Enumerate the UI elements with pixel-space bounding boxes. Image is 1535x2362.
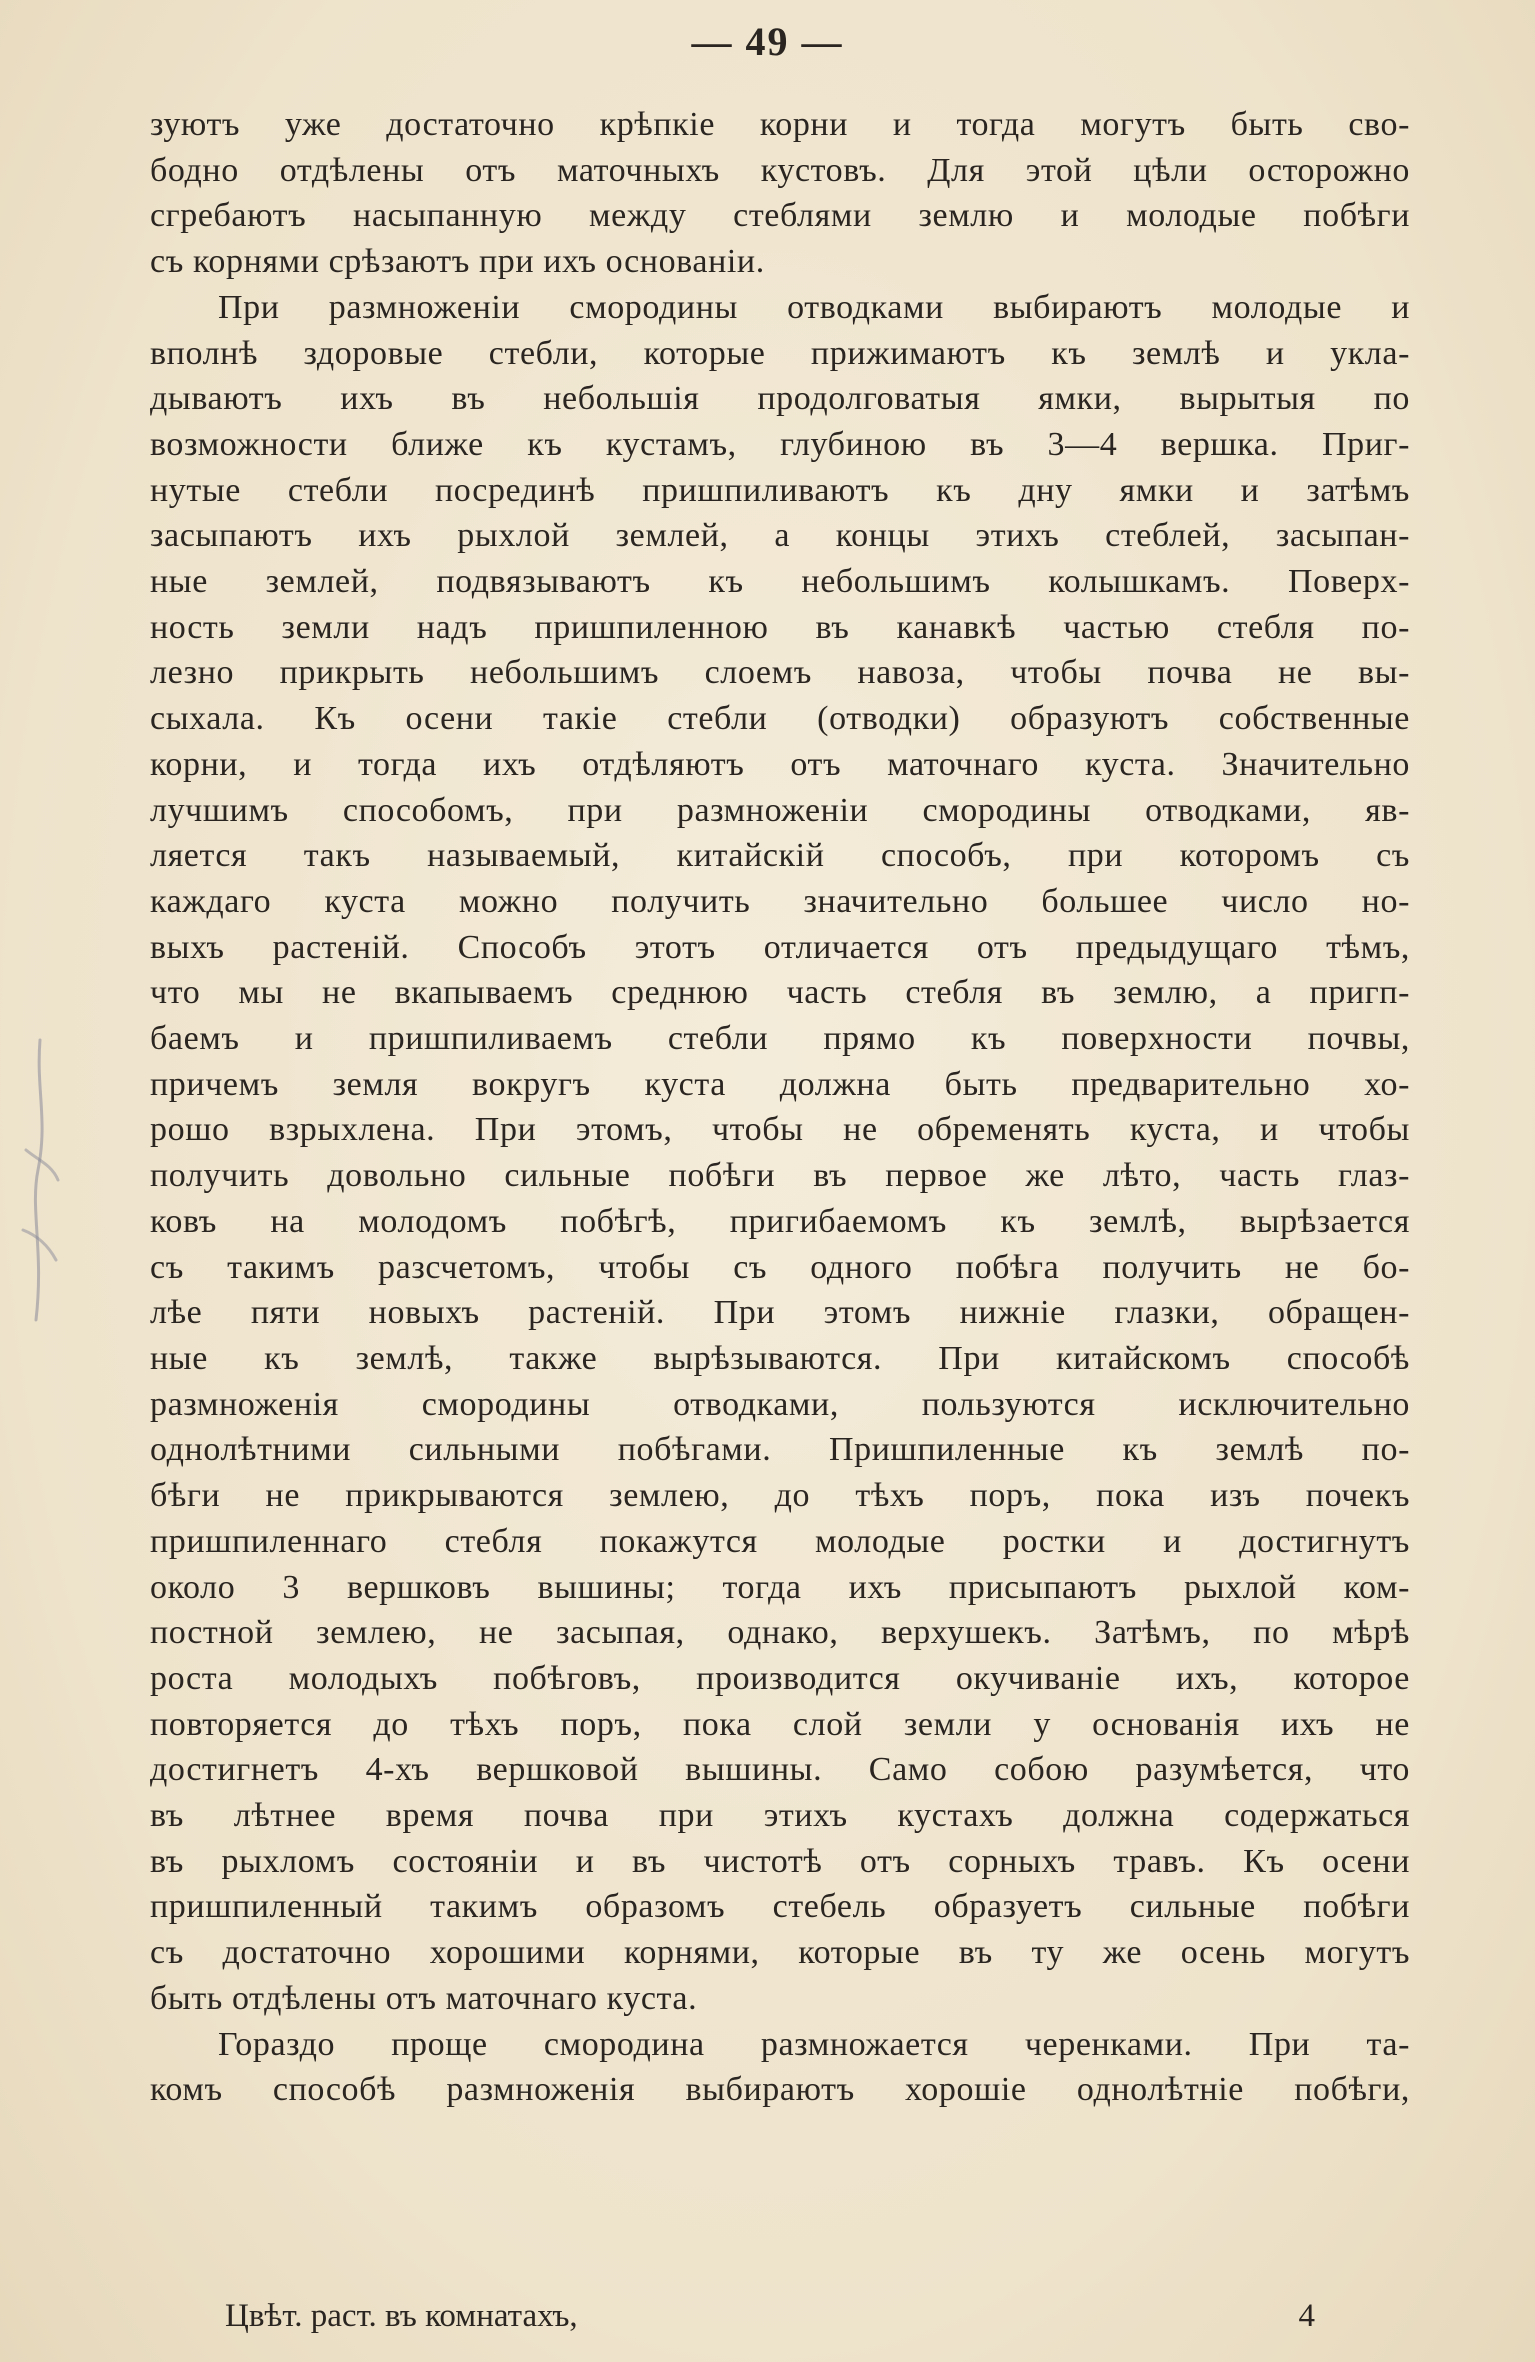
text-line: однолѣтними сильными побѣгами. Пришпиленные къ землѣ по- xyxy=(150,1431,1410,1469)
text-line: роста молодыхъ побѣговъ, производится окучиваніе ихъ, которое xyxy=(150,1659,1410,1697)
text-line: комъ способѣ размноженія выбираютъ хорошіе однолѣтніе побѣги, xyxy=(150,2071,1410,2109)
text-line: возможности ближе къ кустамъ, глубиною въ 3—4 вершка. Приг- xyxy=(150,425,1410,463)
text-line: достигнетъ 4-хъ вершковой вышины. Само собою разумѣется, что xyxy=(150,1751,1410,1789)
text-line: бѣги не прикрываются землею, до тѣхъ поръ, пока изъ почекъ xyxy=(150,1477,1410,1515)
text-line: съ корнями срѣзаютъ при ихъ основаніи. xyxy=(150,243,765,281)
text-line: пришпиленнаго стебля покажутся молодые ростки и достигнутъ xyxy=(150,1522,1410,1560)
text-line: ные къ землѣ, также вырѣзываются. При китайскомъ способѣ xyxy=(150,1339,1410,1377)
text-line: съ такимъ разсчетомъ, чтобы съ одного побѣга получить не бо- xyxy=(150,1248,1410,1286)
page-number: — 49 — xyxy=(691,19,844,64)
handwritten-margin-mark xyxy=(8,1030,68,1330)
text-line: засыпаютъ ихъ рыхлой землей, а концы этихъ стеблей, засыпан- xyxy=(150,517,1410,555)
text-line: съ достаточно хорошими корнями, которые въ ту же осень могутъ xyxy=(150,1934,1410,1972)
text-line: ляется такъ называемый, китайскій способъ, при которомъ съ xyxy=(150,837,1410,875)
text-line: рошо взрыхлена. При этомъ, чтобы не обременять куста, и чтобы xyxy=(150,1111,1410,1149)
text-line: лучшимъ способомъ, при размноженіи смородины отводками, яв- xyxy=(150,791,1410,829)
text-line: дываютъ ихъ въ небольшія продолговатыя ямки, вырытыя по xyxy=(150,380,1410,418)
text-line: размноженія смородины отводками, пользуются исключительно xyxy=(150,1385,1410,1423)
text-line: ные землей, подвязываютъ къ небольшимъ колышкамъ. Поверх- xyxy=(150,563,1410,601)
footer-sheet-number: 4 xyxy=(1298,2298,1315,2334)
text-line: причемъ земля вокругъ куста должна быть предварительно хо- xyxy=(150,1065,1410,1103)
text-line: нутые стебли посрединѣ пришпиливаютъ къ дну ямки и затѣмъ xyxy=(150,471,1410,509)
text-line: зуютъ уже достаточно крѣпкіе корни и тогда могутъ быть сво- xyxy=(150,106,1410,143)
text-line: При размноженіи смородины отводками выбираютъ молодые и xyxy=(218,288,1410,326)
text-line: повторяется до тѣхъ поръ, пока слой земли у основанія ихъ не xyxy=(150,1705,1410,1743)
text-line: баемъ и пришпиливаемъ стебли прямо къ поверхности почвы, xyxy=(150,1020,1410,1058)
text-line: каждаго куста можно получить значительно большее число но- xyxy=(150,882,1410,920)
text-line: въ лѣтнее время почва при этихъ кустахъ должна содержаться xyxy=(150,1797,1410,1835)
text-line: лѣе пяти новыхъ растеній. При этомъ нижніе глазки, обращен- xyxy=(150,1294,1410,1332)
text-line: пришпиленный такимъ образомъ стебель образуетъ сильные побѣги xyxy=(150,1888,1410,1926)
text-line: сгребаютъ насыпанную между стеблями землю и молодые побѣги xyxy=(150,197,1410,235)
text-line: ность земли надъ пришпиленною въ канавкѣ частью стебля по- xyxy=(150,608,1410,646)
text-line: получить довольно сильные побѣги въ первое же лѣто, часть глаз- xyxy=(150,1157,1410,1195)
text-line: лезно прикрыть небольшимъ слоемъ навоза, чтобы почва не вы- xyxy=(150,654,1410,692)
text-line: быть отдѣлены отъ маточнаго куста. xyxy=(150,1979,698,2017)
footer-signature: Цвѣт. раст. въ комнатахъ, xyxy=(225,2298,578,2334)
text-line: что мы не вкапываемъ среднюю часть стебля въ землю, а пригп- xyxy=(150,974,1410,1012)
text-line: бодно отдѣлены отъ маточныхъ кустовъ. Для этой цѣли осторожно xyxy=(150,151,1410,189)
body-text xyxy=(150,102,1410,2113)
text-line: вполнѣ здоровые стебли, которые прижимаютъ къ землѣ и укла- xyxy=(150,334,1410,372)
text-line: корни, и тогда ихъ отдѣляютъ отъ маточнаго куста. Значительно xyxy=(150,745,1410,783)
text-line: сыхала. Къ осени такіе стебли (отводки) образуютъ собственные xyxy=(150,700,1410,738)
text-line: Гораздо проще смородина размножается черенками. При та- xyxy=(218,2025,1410,2063)
text-line: выхъ растеній. Способъ этотъ отличается отъ предыдущаго тѣмъ, xyxy=(150,928,1410,966)
text-line: ковъ на молодомъ побѣгѣ, пригибаемомъ къ землѣ, вырѣзается xyxy=(150,1202,1410,1240)
text-line: въ рыхломъ состояніи и въ чистотѣ отъ сорныхъ травъ. Къ осени xyxy=(150,1842,1410,1880)
text-line: около 3 вершковъ вышины; тогда ихъ присыпаютъ рыхлой ком- xyxy=(150,1568,1410,1606)
text-line: постной землею, не засыпая, однако, верхушекъ. Затѣмъ, по мѣрѣ xyxy=(150,1614,1410,1652)
page-footer xyxy=(225,2298,1315,2335)
